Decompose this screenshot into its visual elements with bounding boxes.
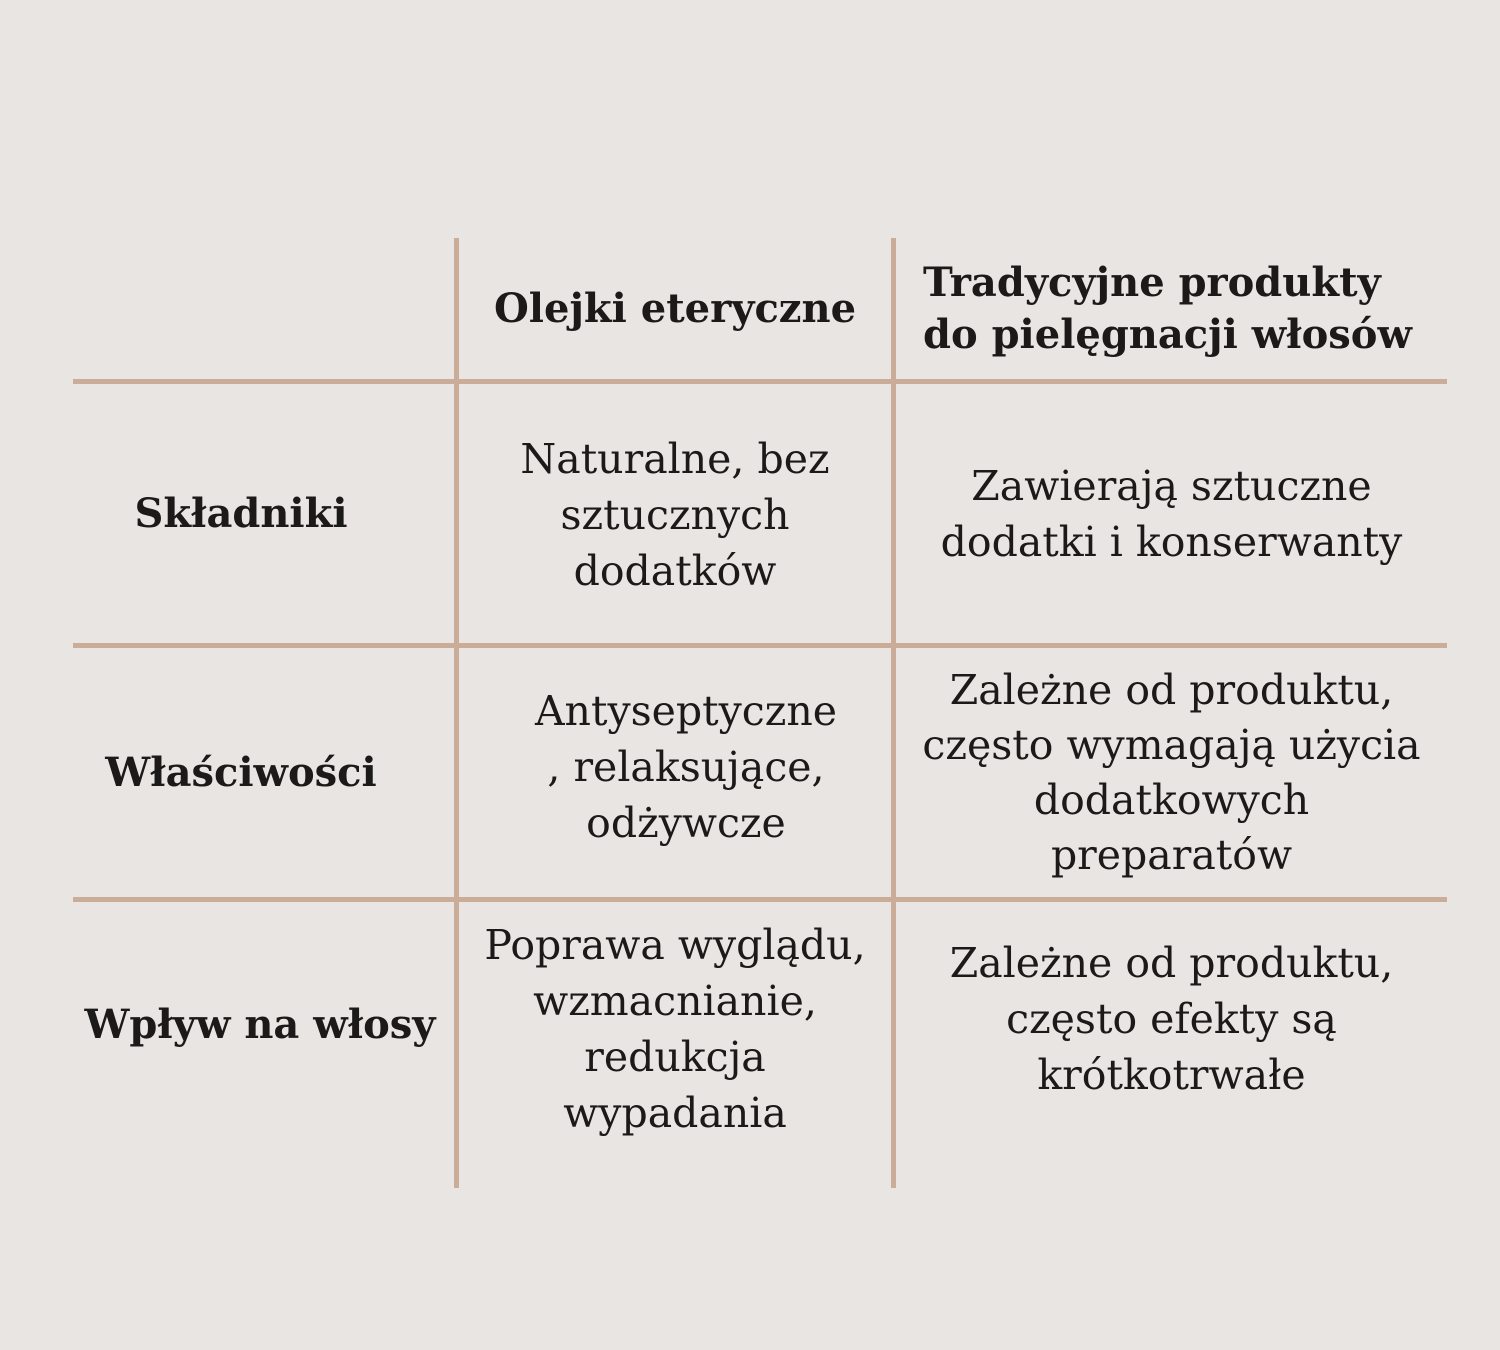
row-label-properties <box>73 648 409 897</box>
column-title-traditional-line-1: Tradycyjne produkty <box>923 258 1381 306</box>
cell-line: Zależne od produktu, <box>949 665 1394 714</box>
cell-line: dodatków <box>573 546 777 595</box>
header-empty-cell <box>73 238 454 379</box>
cell-line: krótkotrwałe <box>1037 1051 1306 1099</box>
cell-line: odżywcze <box>586 798 786 847</box>
row-label-hair-effect <box>73 902 447 1148</box>
cell-hair-effect-oils <box>459 902 891 1148</box>
cell-line: redukcja <box>584 1033 766 1081</box>
cell-line: Naturalne, bez <box>520 434 830 483</box>
cell-line: dodatki i konserwanty <box>940 517 1403 566</box>
column-title-essential-oils: Olejki eteryczne <box>493 284 857 332</box>
cell-ingredients-traditional <box>896 384 1447 643</box>
column-title-traditional-line-2: do pielęgnacji włosów <box>923 310 1412 358</box>
cell-line: sztucznych <box>560 490 790 539</box>
header-essential-oils <box>459 238 891 379</box>
cell-line: Zawierają sztuczne <box>971 461 1372 510</box>
row-label-text: Właściwości <box>105 748 377 796</box>
cell-hair-effect-traditional <box>896 902 1447 1148</box>
cell-properties-oils <box>470 648 902 897</box>
cell-line: Antyseptyczne <box>534 686 838 735</box>
cell-ingredients-oils <box>459 384 891 655</box>
row-label-text: Wpływ na włosy <box>84 1001 436 1048</box>
cell-line: wypadania <box>563 1089 787 1137</box>
cell-line: Poprawa wyglądu, <box>484 921 866 969</box>
row-label-ingredients <box>73 384 409 643</box>
cell-line: często wymagają użycia <box>922 720 1421 769</box>
row-label-text: Składniki <box>134 489 348 537</box>
cell-line: wzmacnianie, <box>533 977 817 1025</box>
cell-properties-traditional <box>896 648 1447 897</box>
cell-line: często efekty są <box>1006 995 1337 1043</box>
cell-line: Zależne od produktu, <box>949 939 1394 987</box>
cell-line: dodatkowych <box>1033 775 1310 824</box>
cell-line: preparatów <box>1050 830 1293 879</box>
cell-line: , relaksujące, <box>547 742 825 791</box>
header-traditional-products <box>923 238 1447 379</box>
